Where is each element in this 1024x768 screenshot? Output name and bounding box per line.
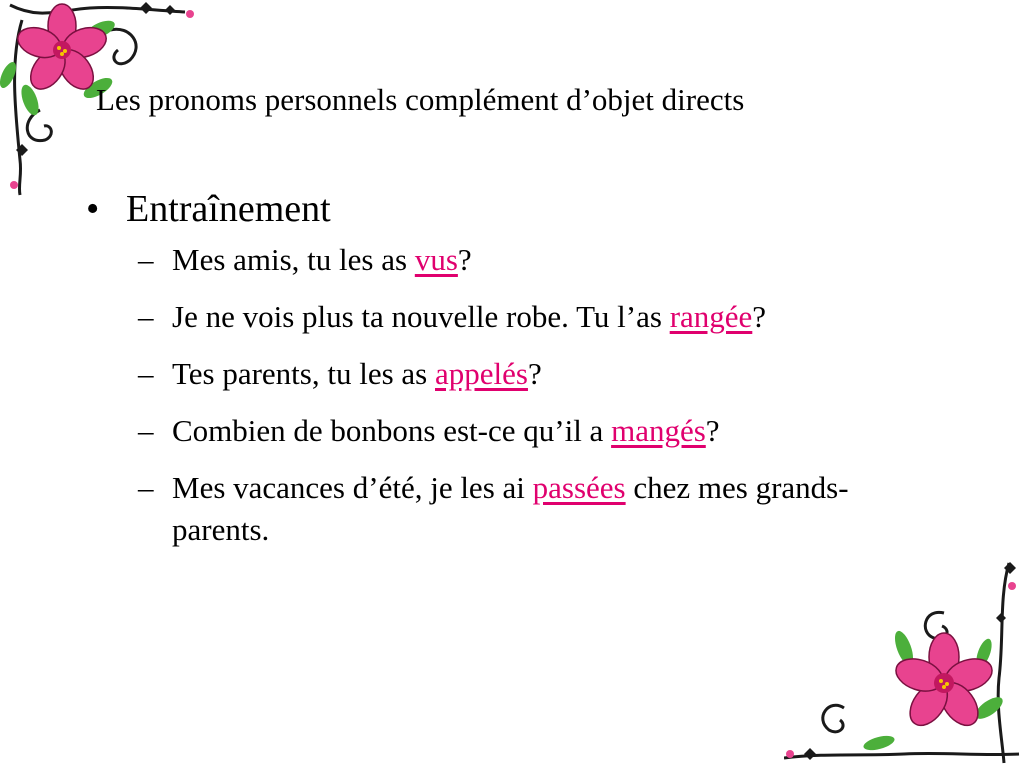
answer-link[interactable]: passées: [532, 470, 626, 505]
bullet-item: [86, 185, 986, 233]
exercise-item: [86, 239, 932, 281]
dash-marker: –: [138, 242, 154, 277]
answer-link[interactable]: mangés: [611, 413, 706, 448]
dash-marker: –: [138, 470, 154, 505]
slide-content: [86, 185, 986, 566]
dash-marker: –: [138, 299, 154, 334]
sentence-end: chez mes grands-parents.: [172, 470, 849, 547]
exercise-item: [86, 410, 932, 452]
sentence-text: Combien de bonbons est-ce qu’il a: [172, 413, 612, 448]
sentence-text: Je ne vois plus ta nouvelle robe. Tu l’as: [172, 299, 670, 334]
answer-link[interactable]: vus: [414, 242, 458, 277]
exercise-item: [86, 353, 932, 395]
sentence-text: Tes parents, tu les as: [172, 356, 435, 391]
exercise-item: [86, 296, 932, 338]
sentence-end: ?: [752, 299, 767, 334]
sentence-text: Mes vacances d’été, je les ai: [172, 470, 533, 505]
sentence-end: ?: [705, 413, 720, 448]
answer-link[interactable]: appelés: [435, 356, 528, 391]
sentence-text: Mes amis, tu les as: [172, 242, 415, 277]
answer-link[interactable]: rangée: [669, 299, 753, 334]
dash-marker: –: [138, 356, 154, 391]
exercise-list: [86, 239, 986, 551]
bullet-label: Entraînement: [126, 188, 331, 230]
dash-marker: –: [138, 413, 154, 448]
sentence-end: ?: [527, 356, 542, 391]
floral-corner-bottom-right-icon: [784, 558, 1024, 768]
sentence-end: ?: [457, 242, 472, 277]
slide-title: Les pronoms personnels complément d’objet directs: [96, 82, 745, 117]
bullet-marker: •: [86, 188, 100, 230]
exercise-item: [86, 467, 932, 551]
